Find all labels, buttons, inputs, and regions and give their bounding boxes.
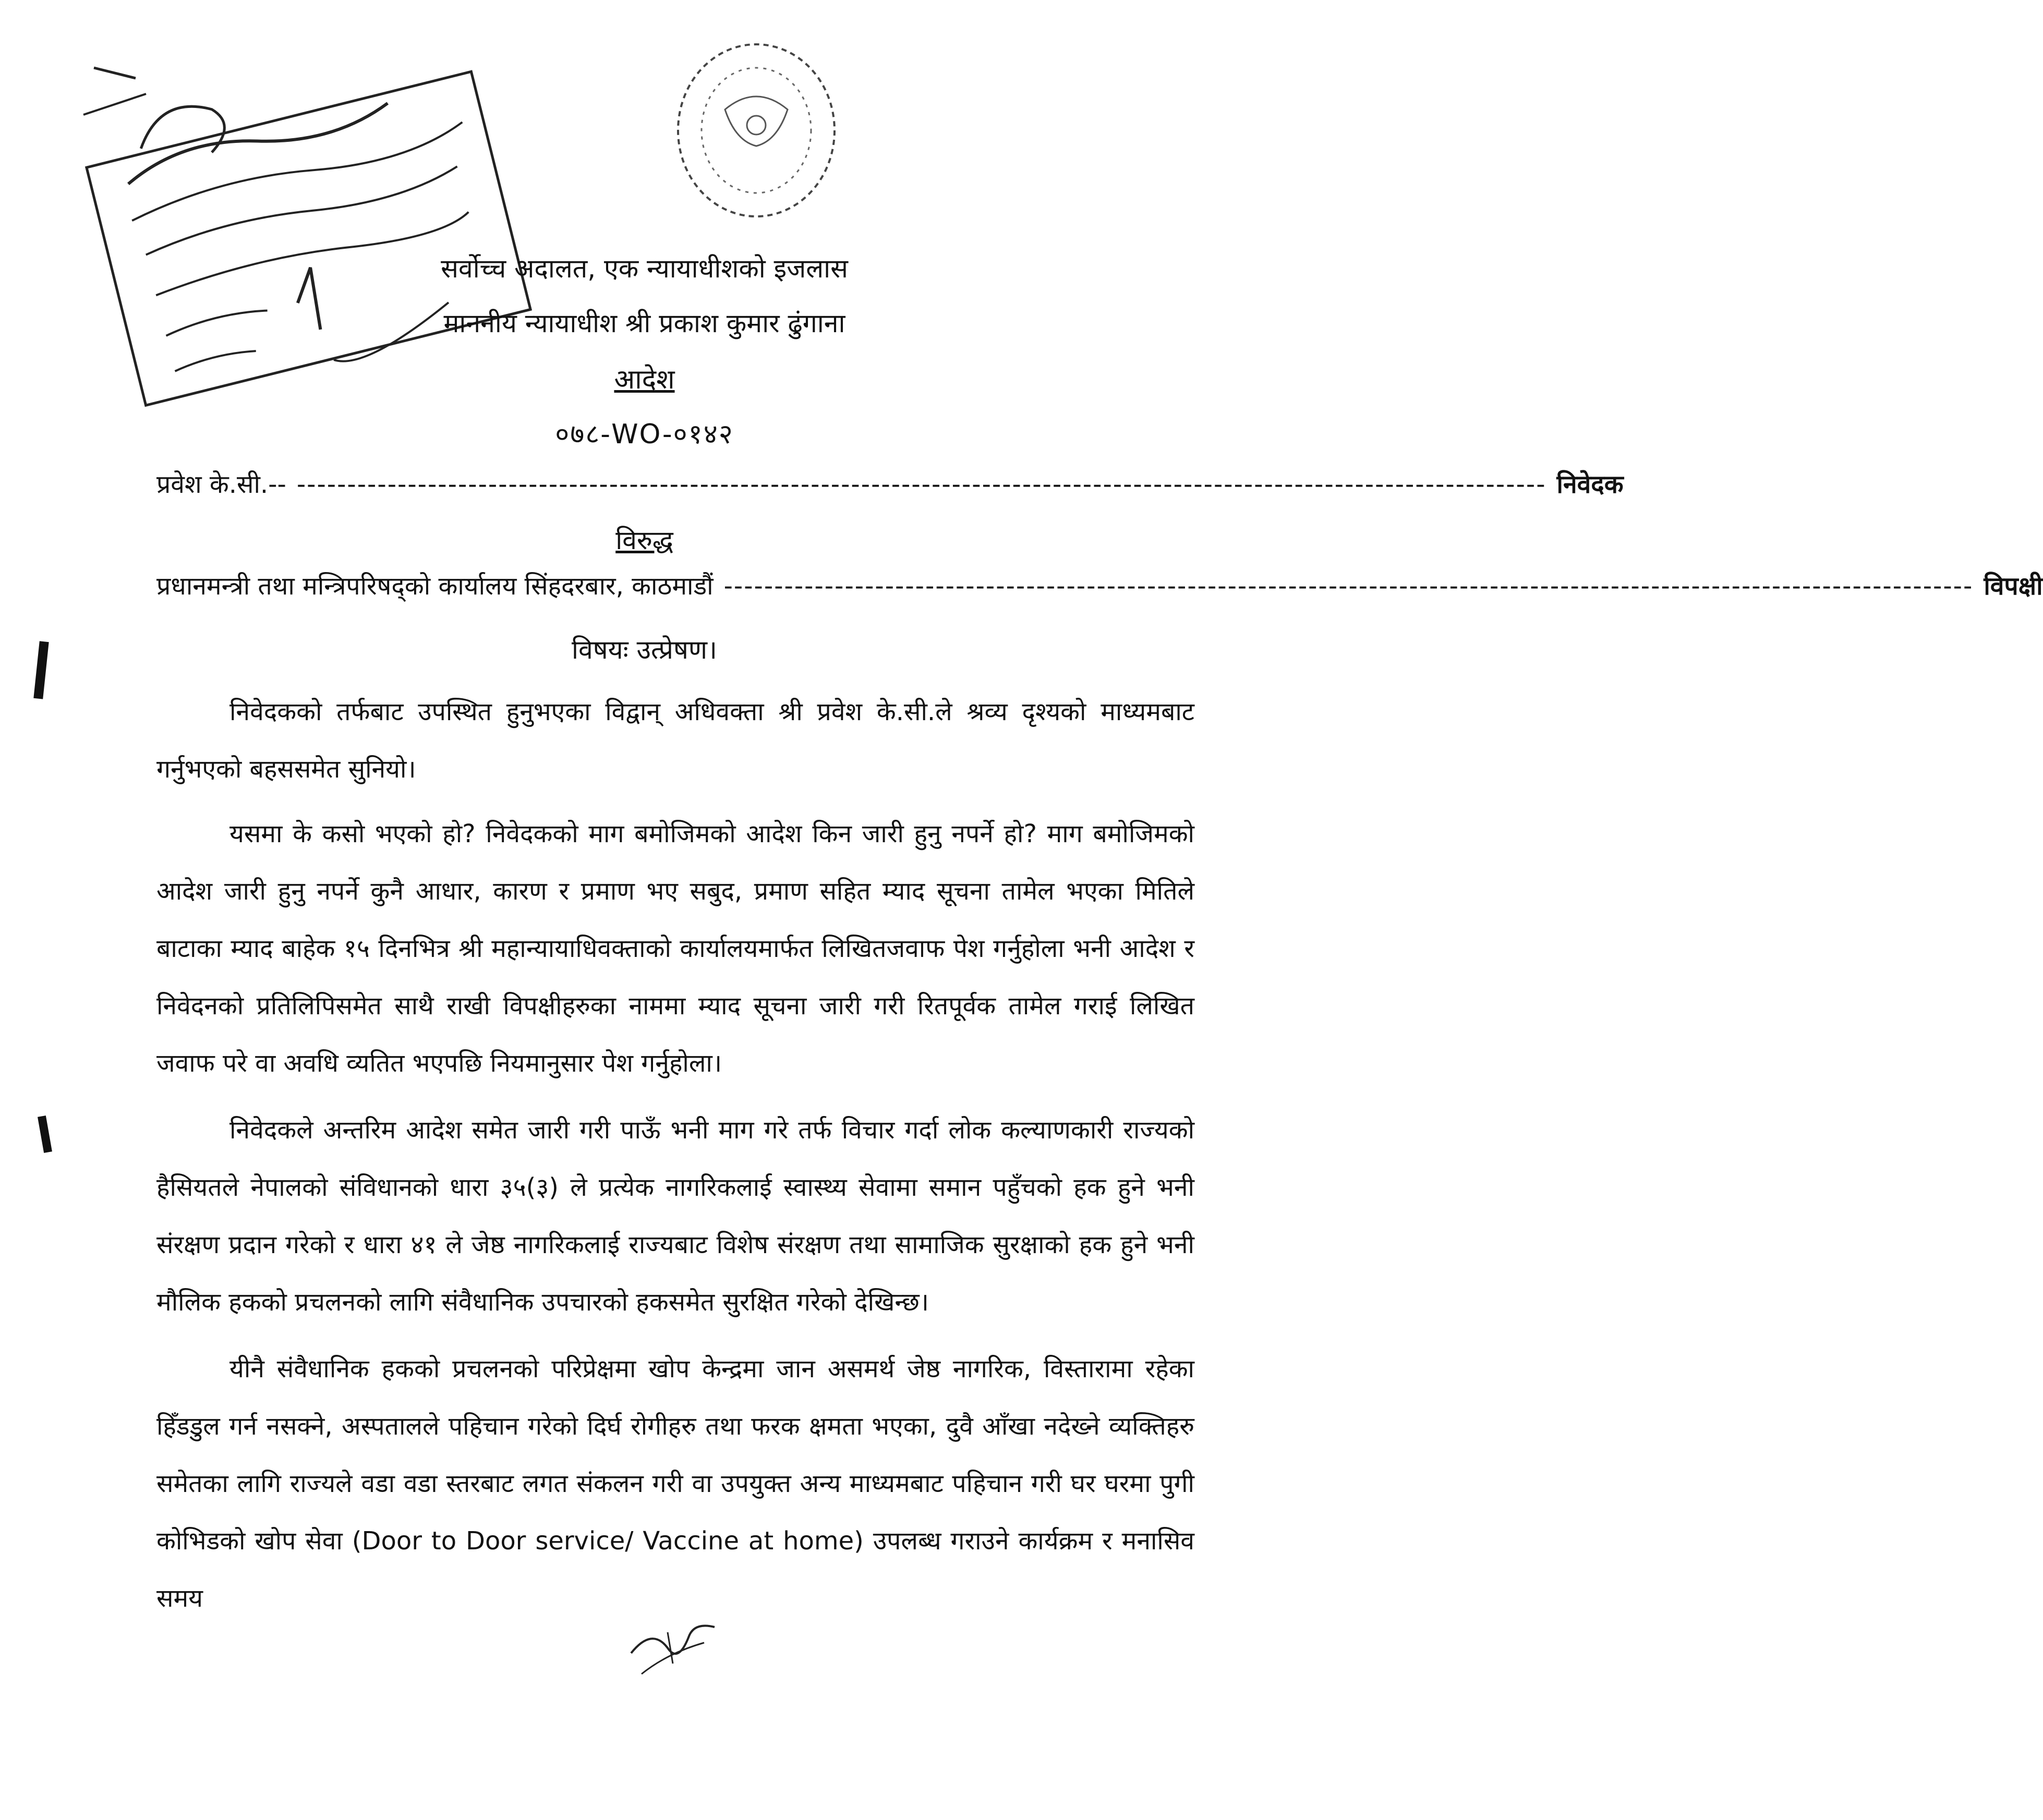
- petitioner-row: [156, 467, 1624, 501]
- court-seal-icon: [662, 31, 850, 229]
- paragraph: यीनै संवैधानिक हकको प्रचलनको परिप्रेक्षमा खोप केन्द्रमा जान असमर्थ जेष्ठ नागरिक, विस्तारामा रहेका हिँडडुल गर्न नसक्ने, अस्पतालले पहिचान गरेको दिर्घ रोगीहरु तथा फरक क्षमता भएका, दुवै आँखा नदेख्ने व्यक्तिहरु समेतका लागि राज्यले वडा वडा स्तरबाट लगत संकलन गरी वा उपयुक्त अन्य माध्यमबाट पहिचान गरी घर घरमा पुगी कोभिडको खोप सेवा (Door to Door service/ Vaccine at home) उपलब्ध गराउने कार्यक्रम र मनासिव समय: [156, 1354, 1194, 1613]
- petitioner-name: प्रवेश के.सी.--: [156, 470, 286, 499]
- judge-name: माननीय न्यायाधीश श्री प्रकाश कुमार ढुंगाना: [443, 308, 845, 338]
- court-heading: सर्वोच्च अदालत, एक न्यायाधीशको इजलास: [441, 253, 848, 284]
- subject-line: विषयः उत्प्रेषण।: [572, 635, 717, 665]
- versus-label: विरुद्ध: [615, 525, 673, 555]
- petitioner-role: निवेदक: [1556, 470, 1624, 499]
- judge-signature: [621, 1617, 725, 1684]
- case-number: ०७८-WO-०१४२: [555, 419, 734, 450]
- respondent-row: [156, 568, 2043, 602]
- dash-leader: ----------------------------------------------------------------------------------------------------------------------------: [723, 572, 1974, 601]
- order-title: आदेश: [614, 364, 675, 395]
- paragraph: निवेदकको तर्फबाट उपस्थित हुनुभएका विद्वान् अधिवक्ता श्री प्रवेश के.सी.ले श्रव्य दृश्यको माध्यमबाट गर्नुभएको बहससमेत सुनियो।: [156, 697, 1194, 784]
- paragraph: यसमा के कसो भएको हो? निवेदकको माग बमोजिमको आदेश किन जारी हुनु नपर्ने हो? माग बमोजिमको आदेश जारी हुनु नपर्ने कुनै आधार, कारण र प्रमाण भए सबुद, प्रमाण सहित म्याद सूचना तामेल भएका मितिले बाटाका म्याद बाहेक १५ दिनभित्र श्री महान्यायाधिवक्ताको कार्यालयमार्फत लिखितजवाफ पेश गर्नुहोला भनी आदेश र निवेदनको प्रतिलिपिसमेत साथै राखी विपक्षीहरुका नाममा म्याद सूचना जारी गरी रितपूर्वक तामेल गराई लिखित जवाफ परे वा अवधि व्यतित भएपछि नियमानुसार पेश गर्नुहोला।: [156, 819, 1194, 1078]
- paragraph: निवेदकले अन्तरिम आदेश समेत जारी गरी पाऊँ भनी माग गरे तर्फ विचार गर्दा लोक कल्याणकारी राज्यको हैसियतले नेपालको संविधानको धारा ३५(३) ले प्रत्येक नागरिकलाई स्वास्थ्य सेवामा समान पहुँचको हक हुने भनी संरक्षण प्रदान गरेको र धारा ४१ ले जेष्ठ नागरिकलाई राज्यबाट विशेष संरक्षण तथा सामाजिक सुरक्षाको हक हुने भनी मौलिक हकको प्रचलनको लागि संवैधानिक उपचारको हकसमेत सुरक्षित गरेको देखिन्छ।: [156, 1115, 1194, 1317]
- dash-leader: ----------------------------------------------------------------------------------------------------------------------------: [296, 470, 1546, 499]
- respondent-role: विपक्षी: [1984, 572, 2043, 601]
- respondent-name: प्रधानमन्त्री तथा मन्त्रिपरिषद्को कार्यालय सिंहदरबार, काठमाडौं: [156, 572, 714, 601]
- scan-mark: [38, 1115, 52, 1153]
- order-body: [156, 683, 1194, 1636]
